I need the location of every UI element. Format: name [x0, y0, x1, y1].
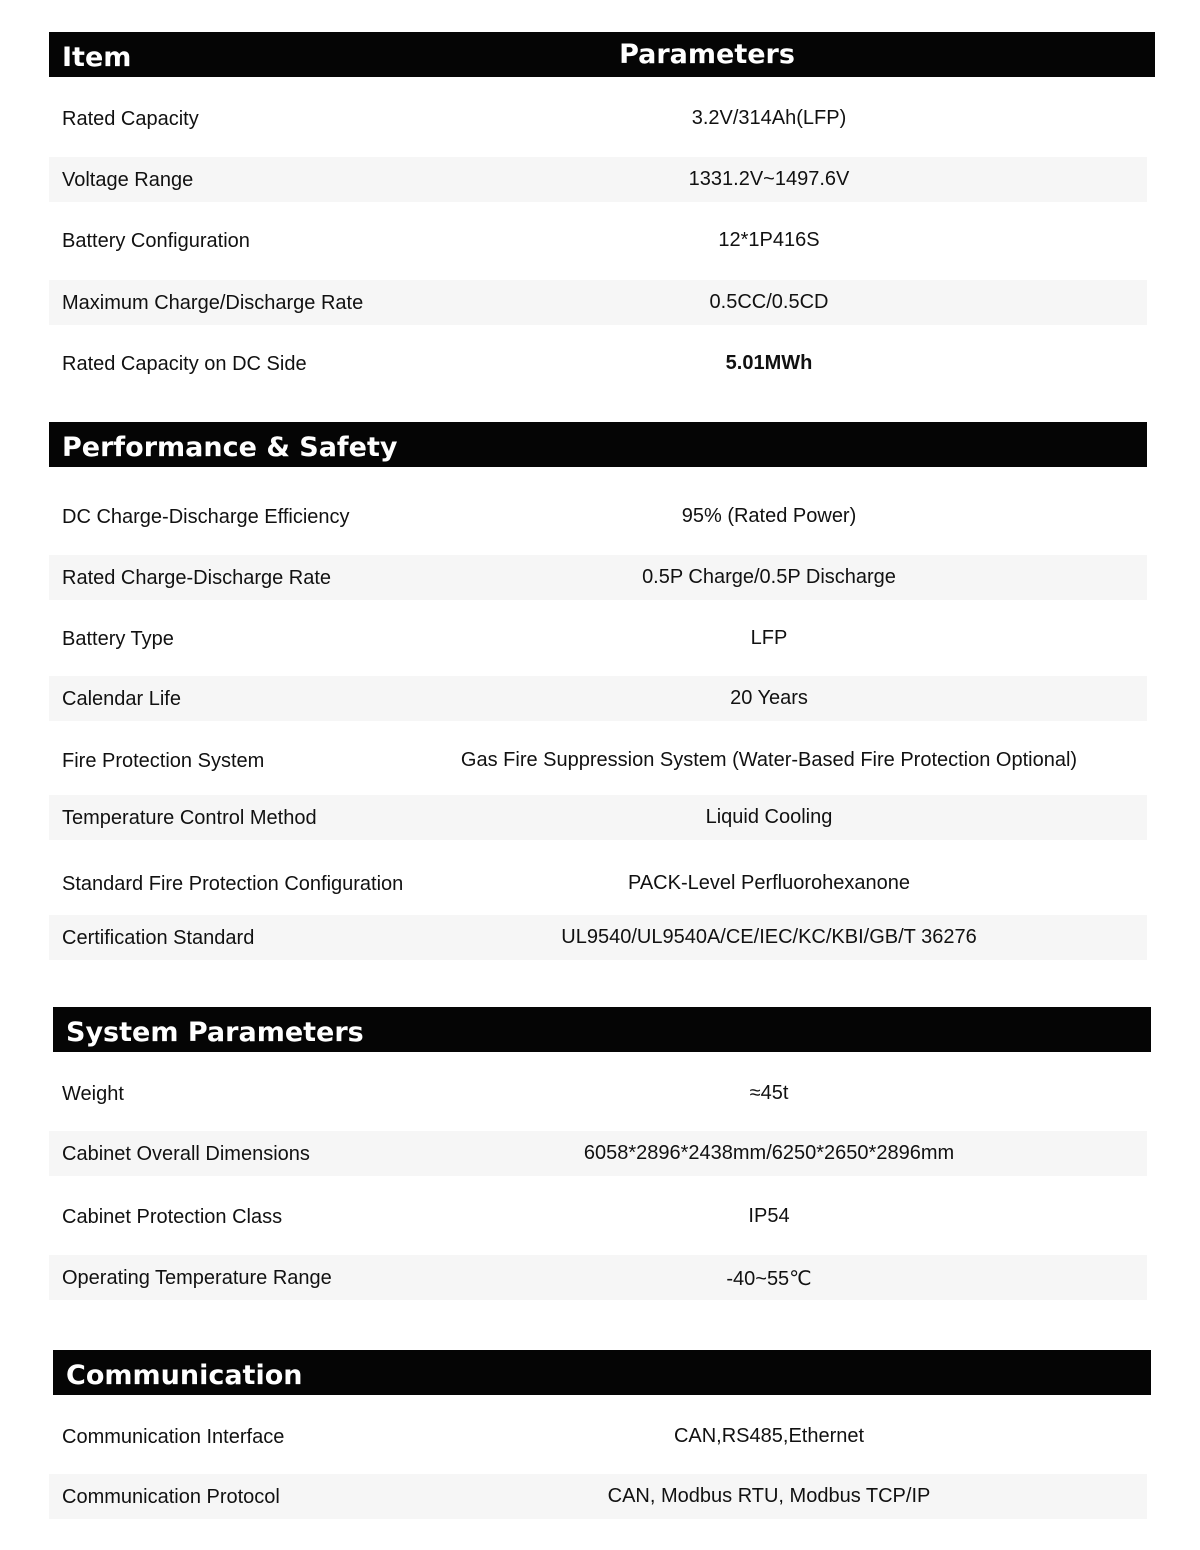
table-row: [49, 676, 1147, 721]
row-value: 3.2V/314Ah(LFP): [691, 107, 847, 129]
table-row: [49, 1414, 1147, 1459]
table-row: [49, 1255, 1147, 1300]
section-title: Performance & Safety: [62, 432, 398, 463]
table-row: [49, 218, 1147, 263]
table-header: [49, 32, 1155, 77]
row-value: ≈45t: [749, 1082, 789, 1104]
row-value: 95% (Rated Power): [681, 505, 857, 527]
table-row: [49, 1194, 1147, 1239]
table-row: [49, 616, 1147, 661]
table-row: [49, 861, 1147, 906]
table-row: [49, 915, 1147, 960]
table-row: [49, 494, 1147, 539]
row-label: Operating Temperature Range: [62, 1267, 332, 1289]
row-label: Temperature Control Method: [62, 807, 317, 829]
row-label: Voltage Range: [62, 169, 194, 191]
section-header-system: [53, 1007, 1151, 1052]
row-value: PACK-Level Perfluorohexanone: [627, 872, 911, 894]
table-row: [49, 738, 1147, 783]
row-label: Communication Interface: [62, 1426, 285, 1448]
row-label: Rated Capacity on DC Side: [62, 353, 307, 375]
table-row: [49, 157, 1147, 202]
row-value: 1331.2V~1497.6V: [688, 168, 850, 190]
row-label: Battery Configuration: [62, 230, 250, 252]
row-value: UL9540/UL9540A/CE/IEC/KC/KBI/GB/T 36276: [561, 926, 977, 948]
header-item-label: Item: [62, 42, 132, 73]
row-value: Gas Fire Suppression System (Water-Based Fire Protection Optional): [460, 749, 1078, 771]
row-value: IP54: [748, 1205, 790, 1227]
row-value: 12*1P416S: [718, 229, 820, 251]
row-label: Certification Standard: [62, 927, 255, 949]
row-label: Cabinet Overall Dimensions: [62, 1143, 310, 1165]
section-title: Communication: [66, 1360, 303, 1391]
table-row: [49, 1131, 1147, 1176]
row-label: Standard Fire Protection Configuration: [62, 873, 404, 895]
section-header-communication: [53, 1350, 1151, 1395]
table-row: [49, 555, 1147, 600]
row-value: 20 Years: [730, 687, 808, 709]
row-value: 6058*2896*2438mm/6250*2650*2896mm: [583, 1142, 955, 1164]
row-label: Weight: [62, 1083, 124, 1105]
row-value: -40~55℃: [726, 1268, 812, 1290]
row-value: Liquid Cooling: [705, 806, 833, 828]
row-label: Battery Type: [62, 628, 174, 650]
row-label: Communication Protocol: [62, 1486, 280, 1508]
row-label: Rated Capacity: [62, 108, 199, 130]
row-label: Cabinet Protection Class: [62, 1206, 283, 1228]
table-row: [49, 96, 1147, 141]
table-row: [49, 1474, 1147, 1519]
row-value: LFP: [750, 627, 788, 649]
row-label: Maximum Charge/Discharge Rate: [62, 292, 364, 314]
row-label: Calendar Life: [62, 688, 181, 710]
row-value: 0.5P Charge/0.5P Discharge: [642, 566, 896, 588]
row-value: 0.5CC/0.5CD: [709, 291, 829, 313]
row-label: Rated Charge-Discharge Rate: [62, 567, 332, 589]
table-row: [49, 795, 1147, 840]
row-value: 5.01MWh: [725, 352, 813, 374]
table-row: [49, 280, 1147, 325]
table-row: [49, 1071, 1147, 1116]
row-value: CAN, Modbus RTU, Modbus TCP/IP: [607, 1485, 931, 1507]
section-header-performance: [49, 422, 1147, 467]
row-label: DC Charge-Discharge Efficiency: [62, 506, 350, 528]
row-value: CAN,RS485,Ethernet: [673, 1425, 865, 1447]
section-title: System Parameters: [66, 1017, 364, 1048]
table-row: [49, 341, 1147, 386]
row-label: Fire Protection System: [62, 750, 265, 772]
header-parameters-label: Parameters: [619, 39, 795, 70]
